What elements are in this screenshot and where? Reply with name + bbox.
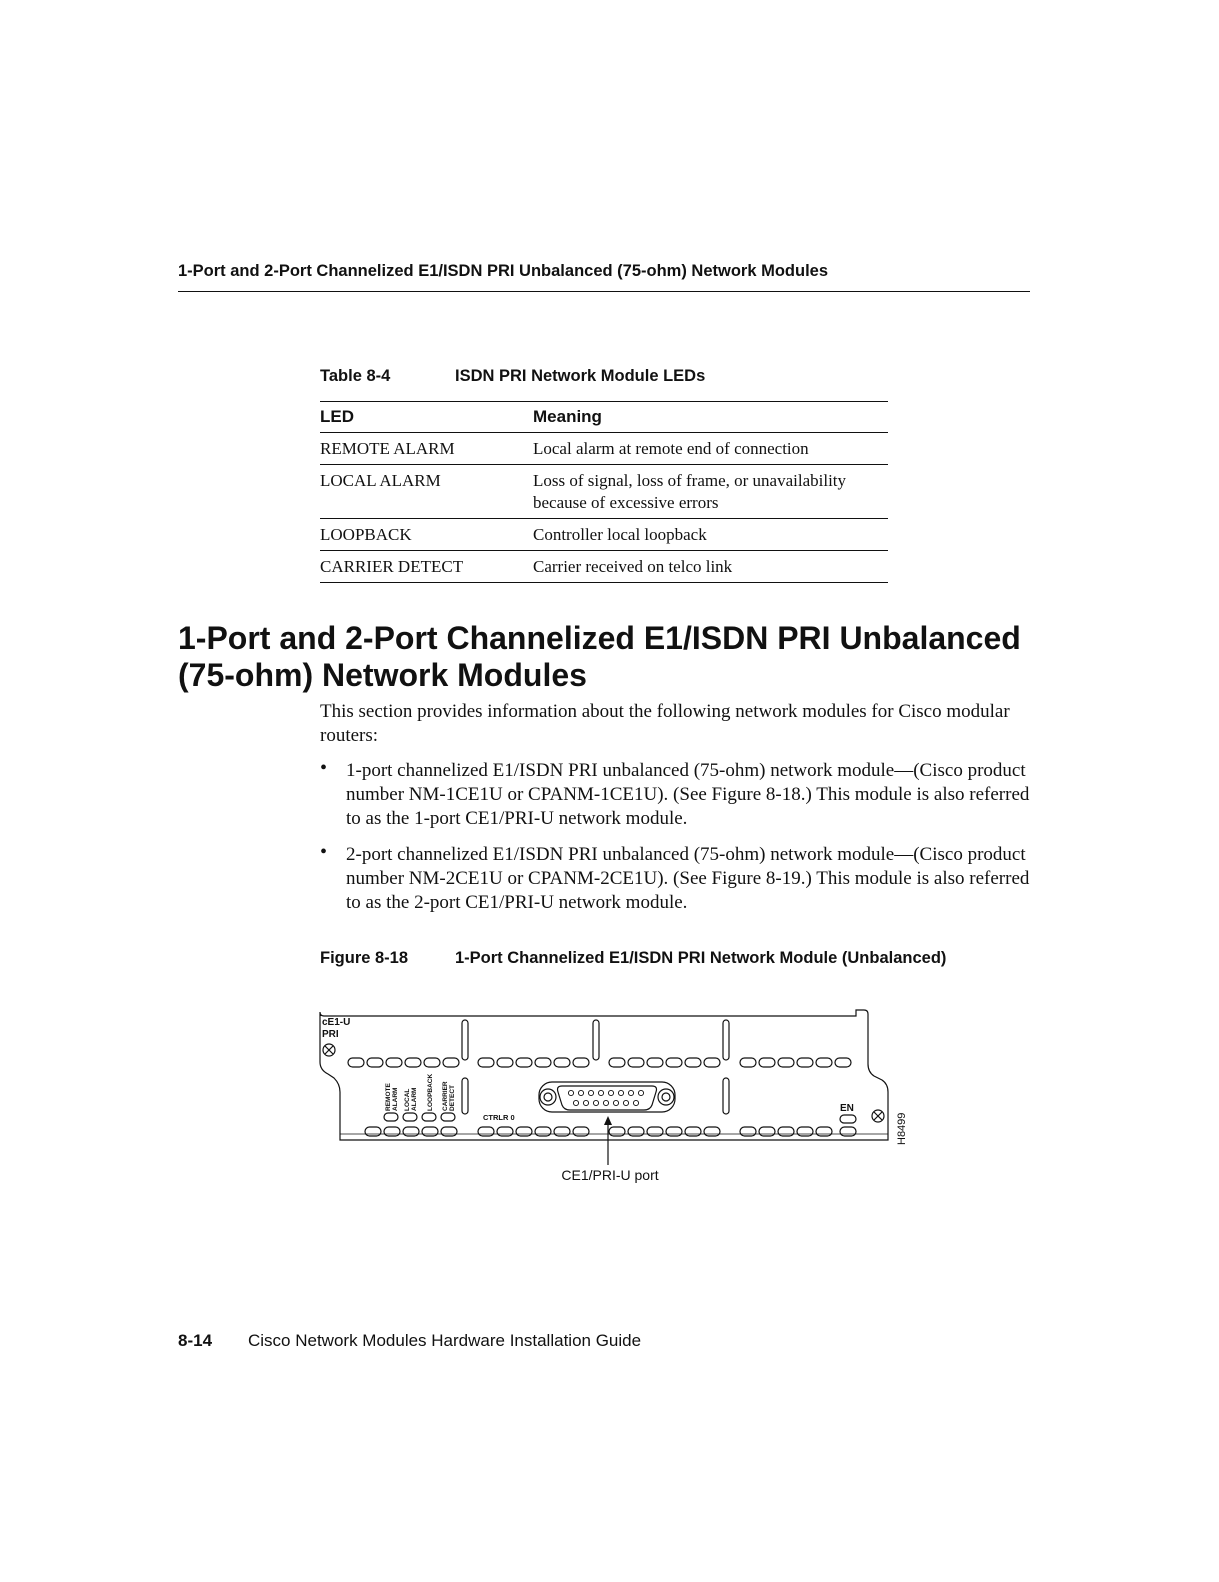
led-loopback bbox=[422, 1113, 436, 1121]
vent-slot bbox=[723, 1078, 729, 1114]
callout-label: CE1/PRI-U port bbox=[561, 1167, 659, 1183]
panel-label: cE1-U bbox=[322, 1017, 351, 1028]
led-cell: CARRIER DETECT bbox=[320, 551, 533, 583]
led-cell: LOCAL ALARM bbox=[320, 465, 533, 519]
meaning-cell: Controller local loopback bbox=[533, 519, 888, 551]
vent-slot bbox=[462, 1078, 468, 1114]
vent-slot bbox=[840, 1127, 856, 1136]
table-row bbox=[320, 551, 888, 583]
led-remote-alarm bbox=[384, 1113, 398, 1121]
book-title: Cisco Network Modules Hardware Installation Guide bbox=[248, 1331, 642, 1350]
vent-row-top bbox=[348, 1058, 851, 1067]
table-number: Table 8-4 bbox=[320, 367, 391, 385]
captive-screw-icon bbox=[323, 1044, 335, 1056]
led-enable bbox=[840, 1115, 856, 1123]
led-carrier-detect bbox=[441, 1113, 455, 1121]
led-label-local-alarm: LOCALALARM bbox=[404, 1087, 418, 1111]
arrow-head-icon bbox=[604, 1116, 612, 1125]
vent-row-bottom bbox=[365, 1127, 832, 1136]
bullet-icon: • bbox=[320, 757, 328, 779]
bullet-text: 2-port channelized E1/ISDN PRI unbalanced (75-ohm) network module—(Cisco product number NM-2CE1U or CPANM-2CE1U). (See Figure 8-19.) This module is also referred to as the 2-port CE1/PRI-U network module. bbox=[346, 844, 1030, 913]
list-item bbox=[320, 843, 1035, 915]
bullet-text: 1-port channelized E1/ISDN PRI unbalanced (75-ohm) network module—(Cisco product number NM-1CE1U or CPANM-1CE1U). (See Figure 8-18.) This module is also referred to as the 1-port CE1/PRI-U network module. bbox=[346, 760, 1030, 829]
led-cell: REMOTE ALARM bbox=[320, 433, 533, 465]
table-title: ISDN PRI Network Module LEDs bbox=[455, 367, 706, 385]
controller-label: CTRLR 0 bbox=[483, 1113, 515, 1122]
meaning-cell: Loss of signal, loss of frame, or unavailability because of excessive errors bbox=[533, 465, 888, 519]
vent-slot bbox=[593, 1020, 599, 1060]
meaning-cell: Carrier received on telco link bbox=[533, 551, 888, 583]
table-row bbox=[320, 433, 888, 465]
vent-slot bbox=[723, 1020, 729, 1060]
figure-caption bbox=[320, 949, 946, 968]
led-indicators bbox=[384, 1113, 455, 1121]
led-cell: LOOPBACK bbox=[320, 519, 533, 551]
network-module-illustration bbox=[310, 1000, 920, 1200]
column-header-meaning: Meaning bbox=[533, 402, 888, 433]
table-row bbox=[320, 519, 888, 551]
ce1-pri-u-port bbox=[539, 1082, 675, 1112]
panel-label-line2: PRI bbox=[322, 1029, 339, 1040]
module-bullet-list bbox=[320, 759, 1035, 927]
figure-number: Figure 8-18 bbox=[320, 949, 409, 967]
figure-id: H8499 bbox=[896, 1112, 908, 1145]
section-title: 1-Port and 2-Port Channelized E1/ISDN PRI Unbalanced (75-ohm) Network Modules bbox=[178, 620, 1021, 693]
list-item bbox=[320, 759, 1035, 831]
page-number: 8-14 bbox=[178, 1331, 213, 1350]
column-header-led: LED bbox=[320, 402, 533, 433]
enable-label: EN bbox=[840, 1103, 854, 1114]
table-header-row bbox=[320, 402, 888, 433]
captive-screw-icon bbox=[872, 1110, 884, 1122]
led-table bbox=[320, 401, 888, 583]
led-local-alarm bbox=[403, 1113, 417, 1121]
table-caption bbox=[320, 367, 705, 386]
vent-slot bbox=[462, 1020, 468, 1060]
running-header: 1-Port and 2-Port Channelized E1/ISDN PRI Unbalanced (75-ohm) Network Modules bbox=[178, 262, 1030, 292]
table-row bbox=[320, 465, 888, 519]
intro-paragraph: This section provides information about the following network modules for Cisco modular routers: bbox=[320, 701, 1010, 746]
meaning-cell: Local alarm at remote end of connection bbox=[533, 433, 888, 465]
led-label-carrier-detect: CARRIERDETECT bbox=[442, 1081, 456, 1111]
bullet-icon: • bbox=[320, 841, 328, 863]
figure-title: 1-Port Channelized E1/ISDN PRI Network Module (Unbalanced) bbox=[455, 949, 947, 967]
page-footer bbox=[178, 1331, 641, 1351]
led-label-remote-alarm: REMOTEALARM bbox=[385, 1083, 399, 1111]
led-label-loopback: LOOPBACK bbox=[427, 1073, 434, 1111]
